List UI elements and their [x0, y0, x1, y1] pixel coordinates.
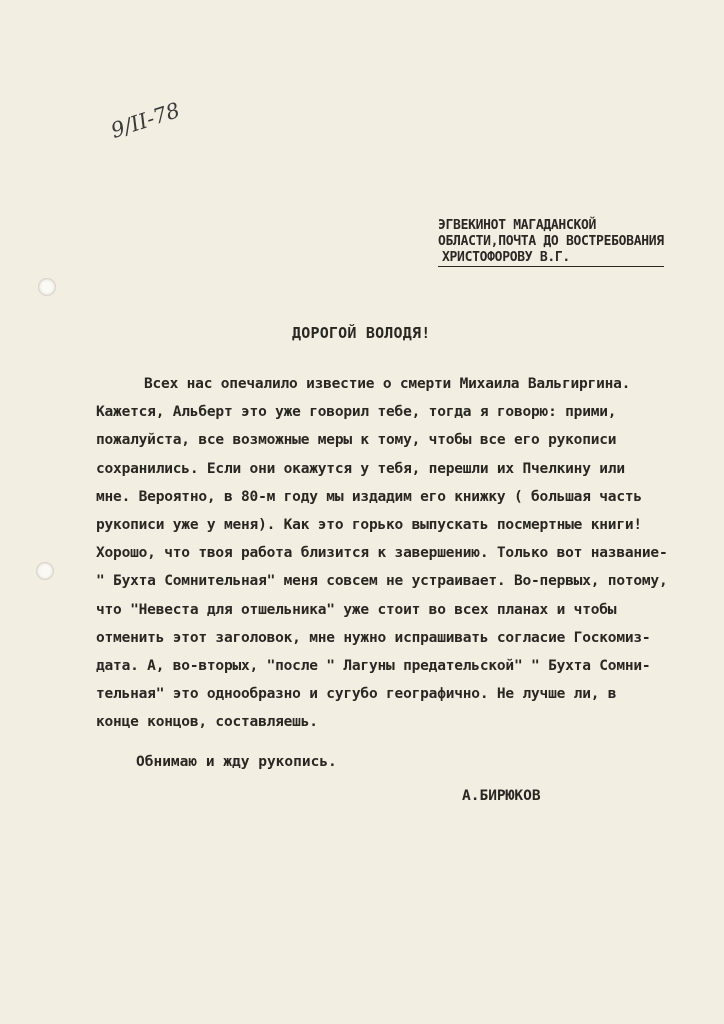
address-line-1: ЭГВЕКИНОТ МАГАДАНСКОЙ	[438, 218, 597, 233]
body-line: сохранились. Если они окажутся у тебя, перешли их Пчелкину или	[96, 460, 625, 477]
handwritten-date: 9/II-78	[108, 98, 183, 143]
address-line-3: ХРИСТОФОРОВУ В.Г.	[438, 250, 664, 267]
body-line: дата. А, во-вторых, "после " Лагуны предательской" " Бухта Сомни-	[96, 658, 651, 675]
body-line: Всех нас опечалило известие о смерти Михаила Вальгиргина.	[144, 376, 631, 392]
body-line: " Бухта Сомнительная" меня совсем не устраивает. Во-первых, потому,	[96, 573, 668, 590]
closing-line: Обнимаю и жду рукопись.	[136, 754, 337, 770]
body-line: тельная" это однообразно и сугубо географично. Не лучше ли, в	[96, 686, 617, 703]
body-line: мне. Вероятно, в 80-м году мы издадим его книжку ( большая часть	[96, 488, 642, 505]
recipient-address	[438, 218, 664, 267]
body-line: конце концов, составляешь.	[96, 714, 318, 731]
body-line: Кажется, Альберт это уже говорил тебе, тогда я говорю: прими,	[96, 404, 617, 421]
punch-hole-bottom	[36, 562, 54, 580]
signature: А.БИРЮКОВ	[462, 788, 541, 804]
letter-body	[96, 370, 676, 737]
punch-hole-top	[38, 278, 56, 296]
body-line: рукописи уже у меня). Как это горько выпускать посмертные книги!	[96, 517, 642, 534]
body-line: что "Невеста для отшельника" уже стоит во всех планах и чтобы	[96, 601, 617, 618]
body-line: Хорошо, что твоя работа близится к завершению. Только вот название-	[96, 545, 668, 562]
body-line: отменить этот заголовок, мне нужно испрашивать согласие Госкомиз-	[96, 629, 651, 646]
body-line: пожалуйста, все возможные меры к тому, чтобы все его рукописи	[96, 432, 617, 449]
salutation: ДОРОГОЙ ВОЛОДЯ!	[292, 324, 431, 342]
address-line-2: ОБЛАСТИ,ПОЧТА ДО ВОСТРЕБОВАНИЯ	[438, 234, 664, 249]
